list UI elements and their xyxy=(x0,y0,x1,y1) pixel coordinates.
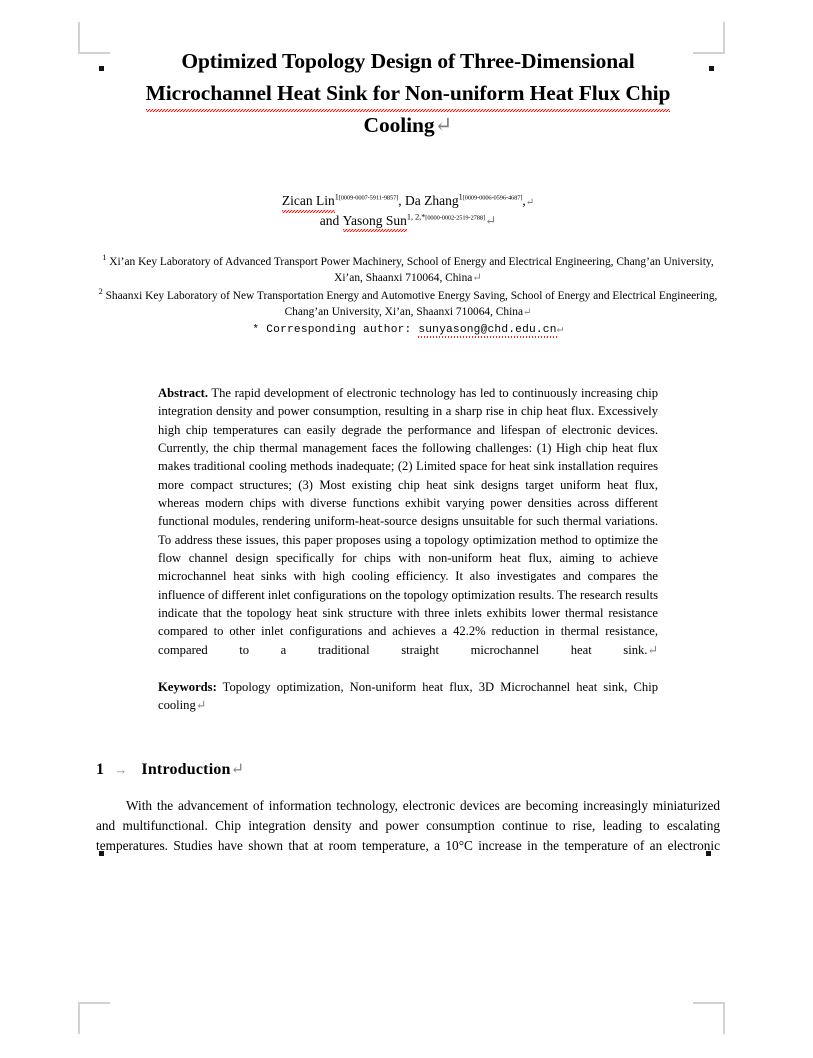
author-conjunction: and xyxy=(319,212,340,228)
corresponding-author-line xyxy=(96,322,720,336)
author-name-3: Yasong Sun xyxy=(343,211,407,230)
line-break-mark: ↵ xyxy=(525,197,535,209)
title-line-1: Optimized Topology Design of Three-Dimensional xyxy=(181,49,635,73)
document-text-frame xyxy=(96,46,720,856)
corresponding-author-email[interactable]: sunyasong@chd.edu.cn xyxy=(418,324,557,337)
author-orcid-1: [0009-0007-5911-9857] xyxy=(338,194,399,202)
abstract-label: Abstract. xyxy=(158,386,209,401)
paragraph-mark: ↵ xyxy=(230,761,245,779)
paragraph-mark: ↵ xyxy=(434,112,453,137)
author-affiliation-mark-2: 1 xyxy=(458,192,463,202)
keywords-label: Keywords: xyxy=(158,679,217,694)
affiliation-1 xyxy=(96,252,720,286)
affiliation-block xyxy=(96,252,720,320)
tab-mark: → xyxy=(114,762,128,778)
line-break-mark: ↵ xyxy=(523,306,532,318)
keywords-paragraph xyxy=(158,678,658,715)
title-line-2: Microchannel Heat Sink for Non-uniform Heat Flux Chip xyxy=(146,78,671,110)
author-block xyxy=(96,191,720,229)
author-name-2: Da Zhang xyxy=(405,193,459,209)
crop-mark-bottom-left xyxy=(78,1002,110,1034)
paragraph-mark: ↵ xyxy=(195,698,207,713)
section-title: Introduction xyxy=(141,761,231,779)
abstract-text: The rapid development of electronic technology has led to continuously increasing chip integration density and power consumption, resulting in a sharp rise in chip heat flux. Excessively high chip temperatures can easily degrade the performance and lifespan of electronic devices. Currently, the chip thermal management faces the following challenges: (1) High chip heat flux makes traditional cooling methods inadequate; (2) Limited space for heat sink installation requires more compact structures; (3) Most existing chip heat sink designs target uniform heat flux, whereas modern chips with diverse functions exhibit varying power densities across different functional modules, rendering uniform-heat-source designs unsuitable for such thermal variations. To address these issues, this paper proposes using a topology optimization method to optimize the flow channel design specifically for chips with non-uniform heat flux, aiming to achieve microchannel heat sinks with high cooling efficiency. It also investigates and compares the influence of different inlet configurations on the topology optimization results. The research results indicate that the topology heat sink structure with three inlets exhibits lower thermal resistance compared to other inlet configurations and achieves a 42.2% reduction in thermal resistance, compared to a traditional straight microchannel heat sink. xyxy=(158,386,659,657)
author-orcid-3: [0000-0002-2519-2788] xyxy=(425,214,485,222)
title-line-3: Cooling xyxy=(363,112,435,137)
author-separator-1: , xyxy=(398,193,402,209)
body-paragraph-1: With the advancement of information technology, electronic devices are becoming increasingly miniaturized and multifunctional. Chip integration density and power consumption continue to rise, leading to escalating temperatures. Studies have shown that at room temperature, a 10°C increase in the temperature of an electronic xyxy=(96,798,720,854)
paragraph-mark: ↵ xyxy=(484,212,497,228)
affiliation-text-1: Xi’an Key Laboratory of Advanced Transport Power Machinery, School of Energy and Electrical Engineering, Chang’an University, Xi’an, Shaanxi 710064, China xyxy=(109,255,714,284)
author-separator-2: , xyxy=(522,193,526,209)
keywords-text: Topology optimization, Non-uniform heat flux, 3D Microchannel heat sink, Chip cooling xyxy=(158,679,659,713)
page-title xyxy=(96,46,720,141)
author-line-1 xyxy=(96,191,720,210)
corresponding-author-label: * Corresponding author: xyxy=(252,324,412,337)
affiliation-text-2: Shaanxi Key Laboratory of New Transportation Energy and Automotive Energy Saving, School of Energy and Electrical Engineering, Chang’an University, Xi’an, Shaanxi 710064, China xyxy=(105,289,718,318)
affiliation-mark-1: 1 xyxy=(102,252,107,262)
paragraph-mark: ↵ xyxy=(647,642,658,657)
crop-mark-bottom-right xyxy=(693,1002,725,1034)
affiliation-2 xyxy=(96,286,720,320)
paragraph-mark: ↵ xyxy=(472,271,482,284)
section-number: 1 xyxy=(96,761,105,779)
author-affiliation-mark-3: 1, 2,* xyxy=(406,212,426,222)
abstract-block xyxy=(96,384,720,714)
paragraph-mark: ↵ xyxy=(556,324,564,337)
section-heading-introduction xyxy=(96,759,720,779)
author-orcid-2: [0009-0006-0596-4687] xyxy=(462,194,523,202)
author-line-2 xyxy=(96,211,720,230)
author-name-1: Zican Lin xyxy=(282,191,335,210)
author-affiliation-mark-1: 1 xyxy=(334,192,339,202)
affiliation-mark-2: 2 xyxy=(98,286,103,296)
abstract-paragraph xyxy=(158,384,658,659)
